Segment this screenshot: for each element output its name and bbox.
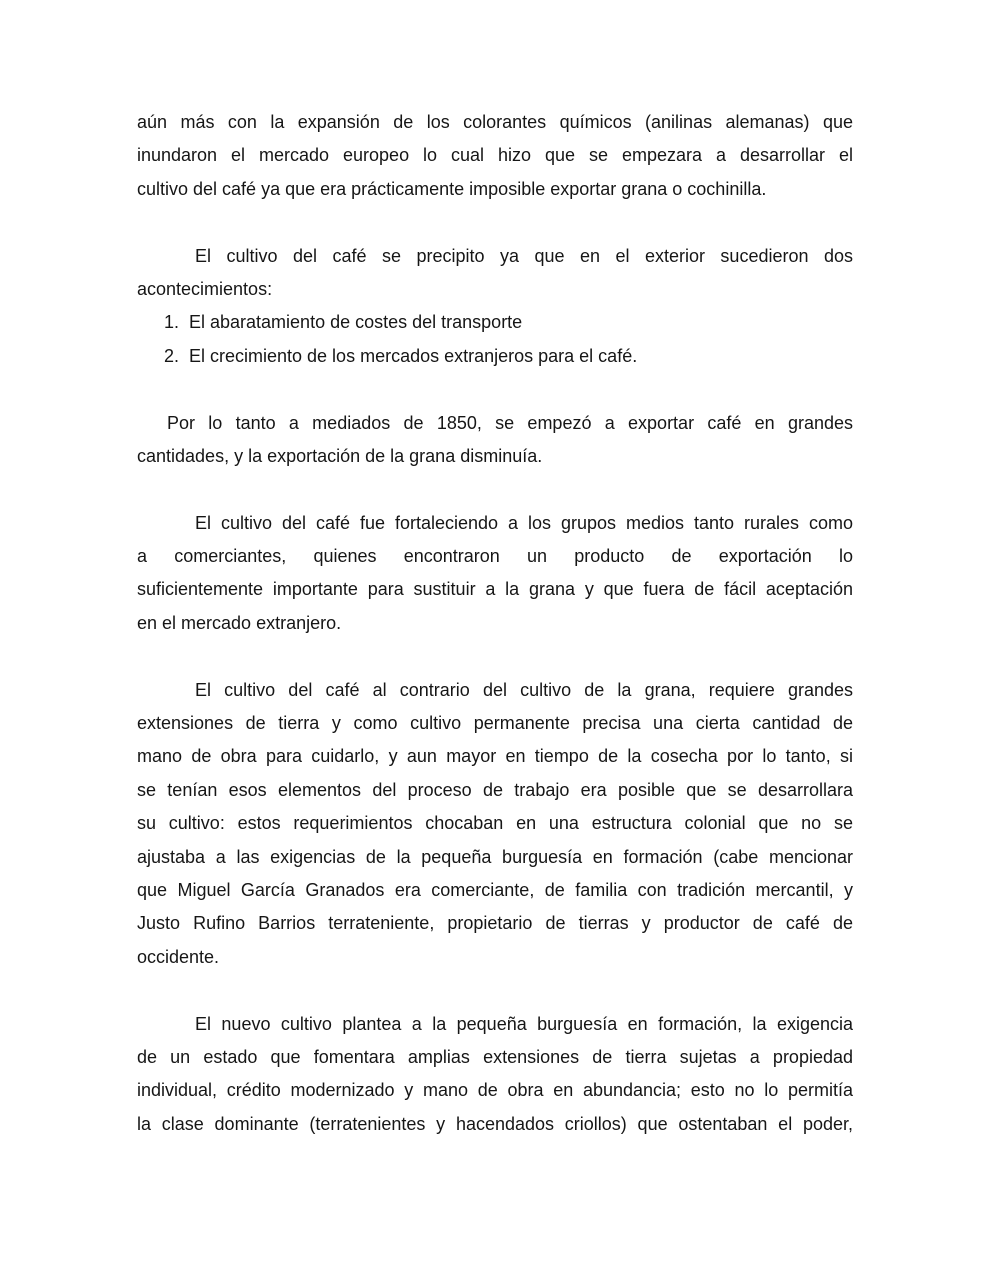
list-item [137, 340, 853, 373]
text-line: acontecimientos: [137, 278, 273, 299]
text-line: El nuevo cultivo plantea a la pequeña burguesía en formación, la exigencia [195, 1013, 853, 1034]
list-item-number: 1. [164, 312, 180, 333]
text-line: El cultivo del café fue fortaleciendo a los grupos medios tanto rurales como [195, 512, 853, 533]
text-line: inundaron el mercado europeo lo cual hizo que se empezara a desarrollar el [137, 145, 853, 166]
text-line: aún más con la expansión de los colorantes químicos (anilinas alemanas) que [137, 112, 853, 132]
text-line: cantidades, y la exportación de la grana disminuía. [137, 445, 543, 466]
text-line: a comerciantes, quienes encontraron un producto de exportación lo [137, 546, 853, 567]
paragraph-mediados-1850 [137, 407, 853, 474]
text-line: la clase dominante (terratenientes y hacendados criollos) que ostentaban el poder, [137, 1113, 853, 1134]
text-line: en el mercado extranjero. [137, 612, 342, 633]
text-line: se tenían esos elementos del proceso de trabajo era posible que se desarrollara [137, 779, 853, 800]
paragraph-nuevo-cultivo [137, 1008, 853, 1142]
text-line: Por lo tanto a mediados de 1850, se empezó a exportar café en grandes [167, 412, 853, 433]
text-line: cultivo del café ya que era prácticamente imposible exportar grana o cochinilla. [137, 178, 767, 199]
text-line: que Miguel García Granados era comerciante, de familia con tradición mercantil, y [137, 879, 853, 900]
text-line: mano de obra para cuidarlo, y aun mayor en tiempo de la cosecha por lo tanto, si [137, 746, 853, 767]
text-line: individual, crédito modernizado y mano de obra en abundancia; esto no lo permitía [137, 1080, 853, 1101]
paragraph-colorantes-quimicos [137, 106, 853, 206]
paragraph-cultivo-precipito [137, 240, 853, 307]
text-line: occidente. [137, 946, 220, 967]
text-line: El cultivo del café se precipito ya que en el exterior sucedieron dos [195, 245, 853, 266]
text-line: extensiones de tierra y como cultivo permanente precisa una cierta cantidad de [137, 713, 853, 734]
paragraph-requiere-grandes-extensiones [137, 674, 853, 975]
text-line: Justo Rufino Barrios terrateniente, propietario de tierras y productor de café de [137, 913, 853, 934]
paragraph-grupos-medios [137, 507, 853, 641]
text-line: su cultivo: estos requerimientos chocaban en una estructura colonial que no se [137, 813, 853, 834]
text-line: ajustaba a las exigencias de la pequeña burguesía en formación (cabe mencionar [137, 846, 853, 867]
list-item-text: El abaratamiento de costes del transporte [189, 312, 523, 333]
list-item [137, 306, 853, 339]
list-item-number: 2. [164, 345, 180, 366]
text-line: de un estado que fomentara amplias extensiones de tierra sujetas a propiedad [137, 1046, 853, 1067]
text-line: suficientemente importante para sustituir a la grana y que fuera de fácil aceptación [137, 579, 853, 600]
text-line: El cultivo del café al contrario del cultivo de la grana, requiere grandes [195, 679, 853, 700]
numbered-list-acontecimientos [137, 306, 853, 373]
list-item-text: El crecimiento de los mercados extranjeros para el café. [189, 345, 638, 366]
